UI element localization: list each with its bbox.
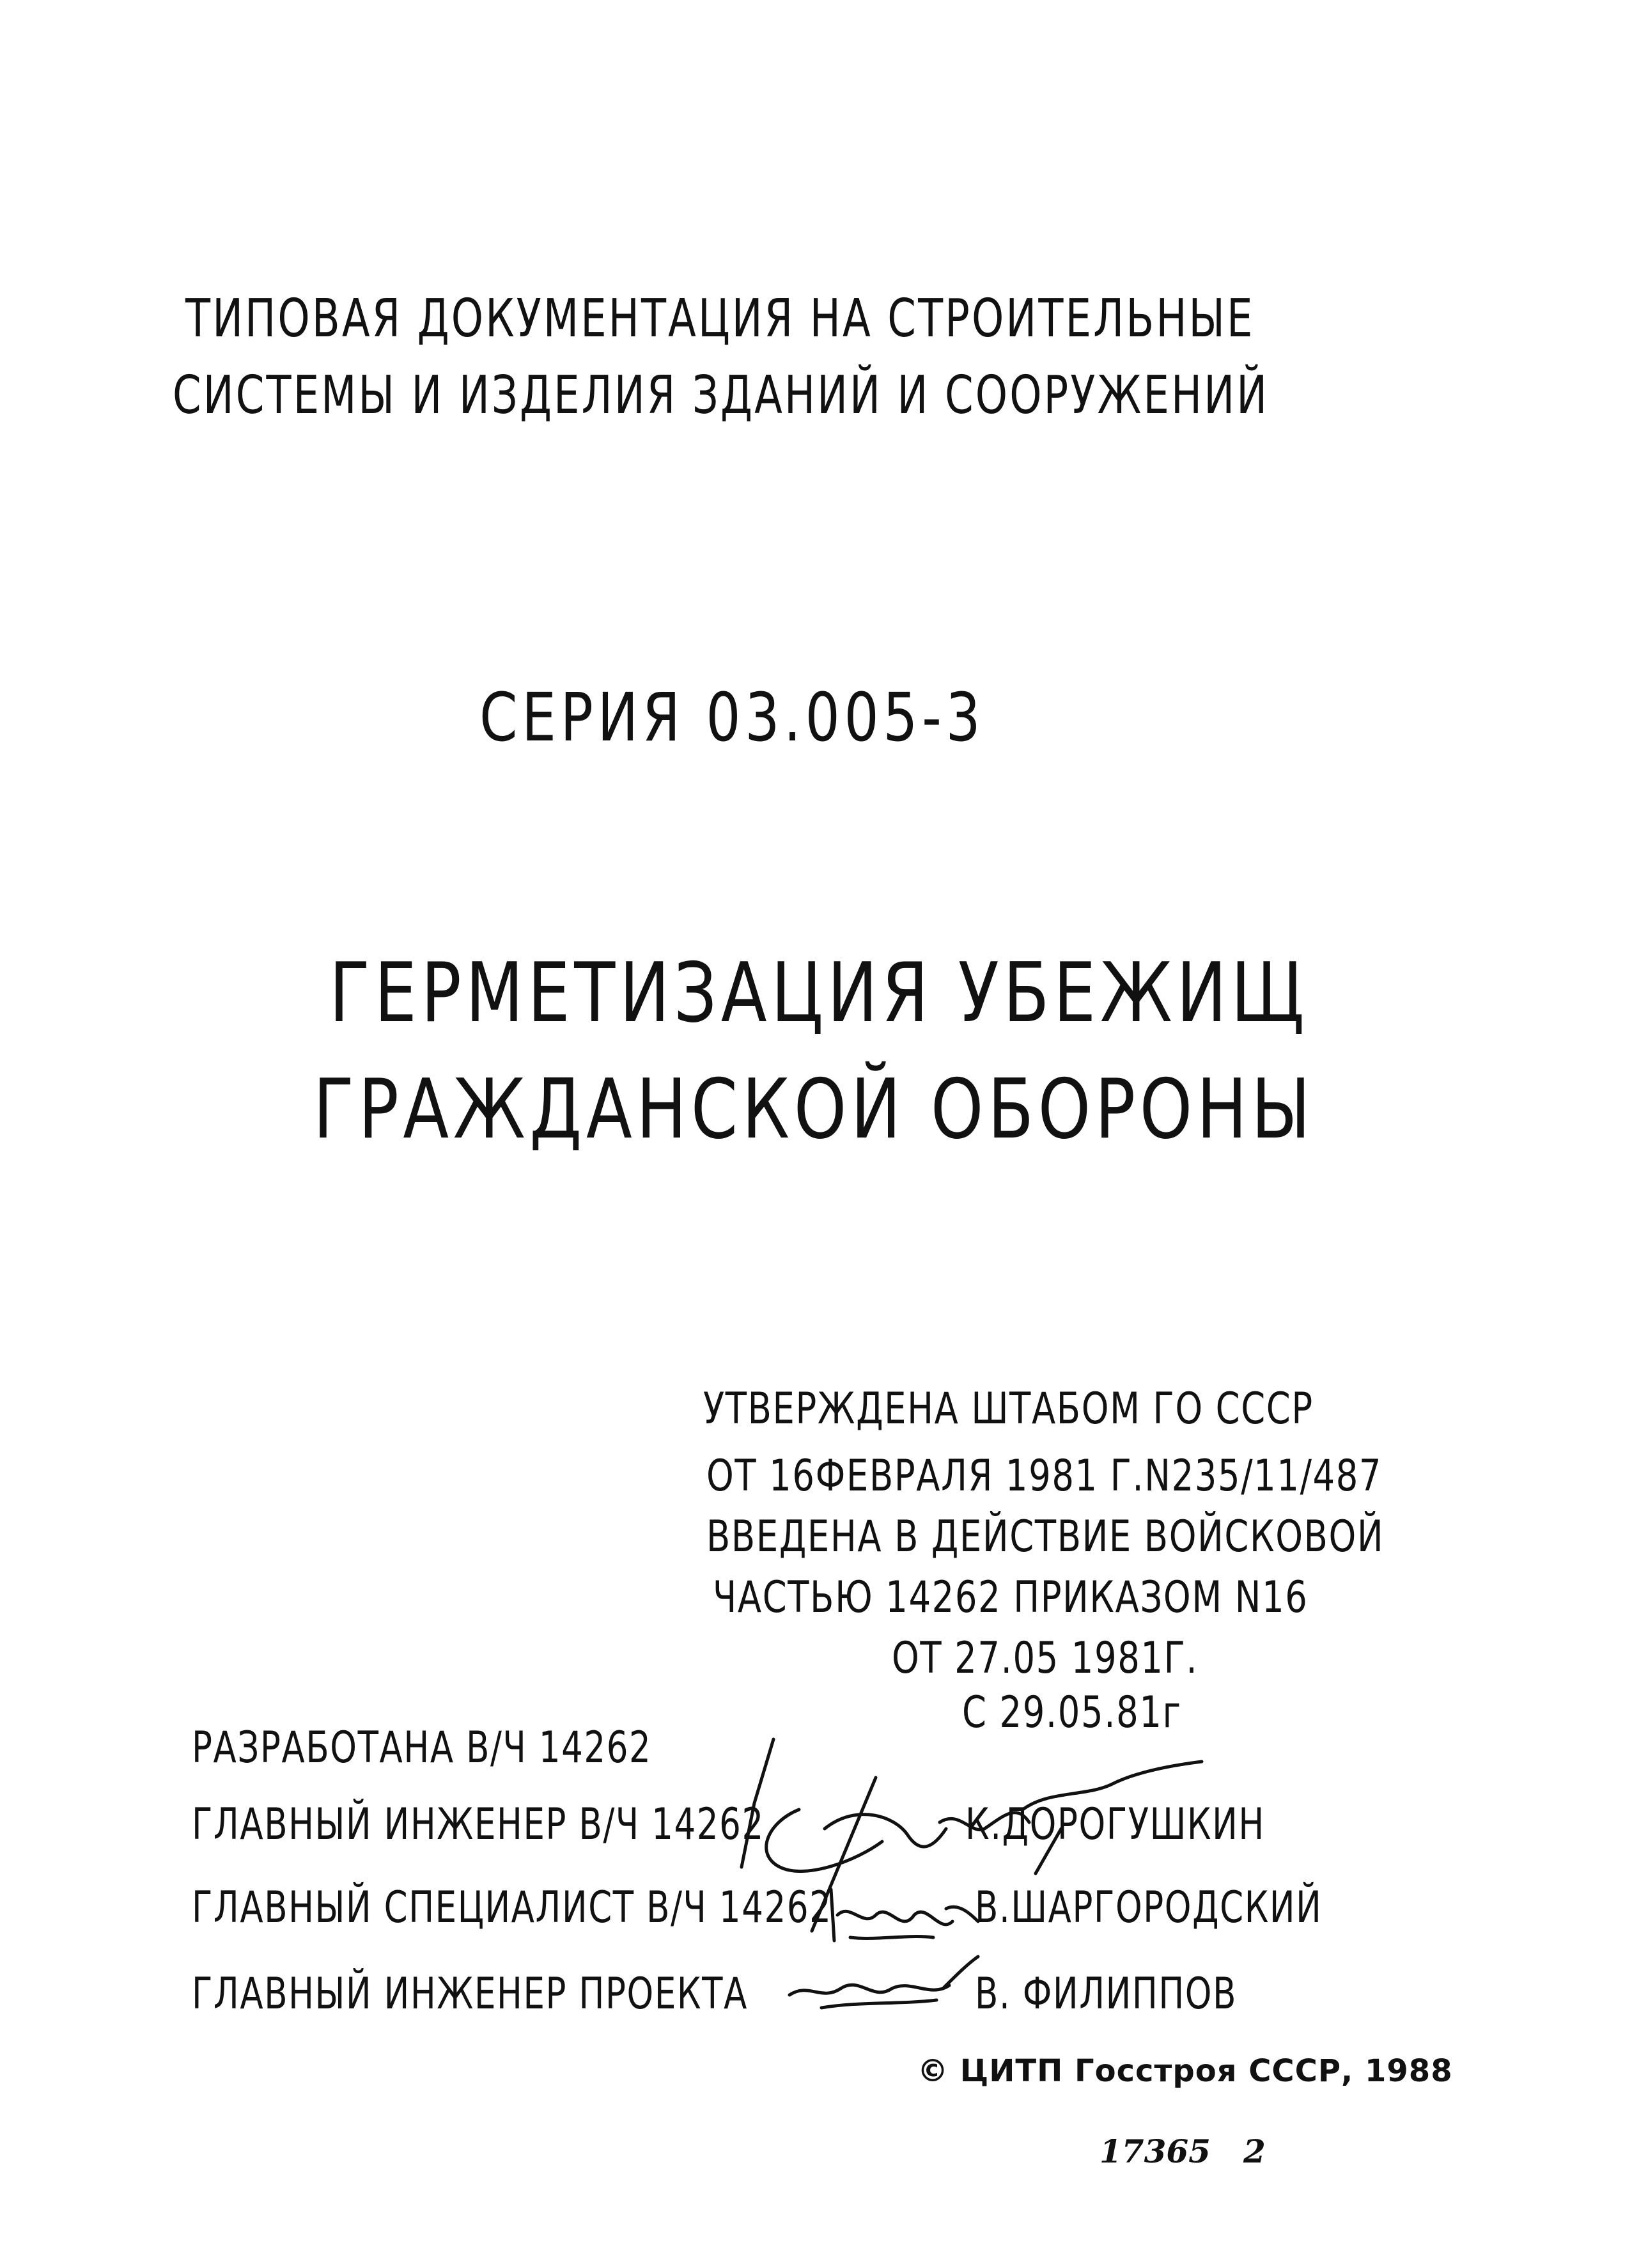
approval-line-4: ЧАСТЬЮ 14262 ПРИКАЗОМ N16 [713, 1572, 1309, 1623]
chief-project-engineer-label: ГЛАВНЫЙ ИНЖЕНЕР ПРОЕКТА [192, 1969, 748, 2019]
header-line-2: СИСТЕМЫ И ИЗДЕЛИЯ ЗДАНИЙ И СООРУЖЕНИЙ [173, 365, 1270, 426]
document-title-line-2: ГРАЖДАНСКОЙ ОБОРОНЫ [313, 1062, 1315, 1157]
approval-line-2: ОТ 16ФЕВРАЛЯ 1981 Г.N235/11/487 [706, 1451, 1383, 1501]
chief-project-engineer-name: В. ФИЛИППОВ [975, 1969, 1238, 2019]
developed-by-line: РАЗРАБОТАНА В/Ч 14262 [192, 1723, 652, 1773]
approval-line-1: УТВЕРЖДЕНА ШТАБОМ ГО СССР [703, 1384, 1314, 1434]
header-line-1: ТИПОВАЯ ДОКУМЕНТАЦИЯ НА СТРОИТЕЛЬНЫЕ [185, 288, 1255, 349]
page-number: 2 [1243, 2132, 1266, 2170]
approval-line-3: ВВЕДЕНА В ДЕЙСТВИЕ ВОЙСКОВОЙ [706, 1512, 1385, 1562]
series-number: СЕРИЯ 03.005-3 [479, 678, 985, 756]
copyright-notice: © ЦИТП Госстроя СССР, 1988 [917, 2053, 1453, 2089]
signature-shargorodsky [825, 1877, 984, 1960]
chief-specialist-name: В.ШАРГОРОДСКИЙ [975, 1882, 1323, 1933]
chief-specialist-label: ГЛАВНЫЙ СПЕЦИАЛИСТ В/Ч 14262 [192, 1882, 832, 1933]
approval-line-5: ОТ 27.05 1981Г. [892, 1633, 1199, 1684]
chief-engineer-label: ГЛАВНЫЙ ИНЖЕНЕР В/Ч 14262 [192, 1799, 765, 1850]
approval-line-6: С 29.05.81г [962, 1687, 1182, 1738]
chief-engineer-name: К.ДОРОГУШКИН [965, 1799, 1265, 1850]
signature-filippov [783, 1950, 988, 2021]
document-title-line-1: ГЕРМЕТИЗАЦИЯ УБЕЖИЩ [329, 946, 1309, 1041]
document-number: 17365 [1100, 2132, 1211, 2170]
